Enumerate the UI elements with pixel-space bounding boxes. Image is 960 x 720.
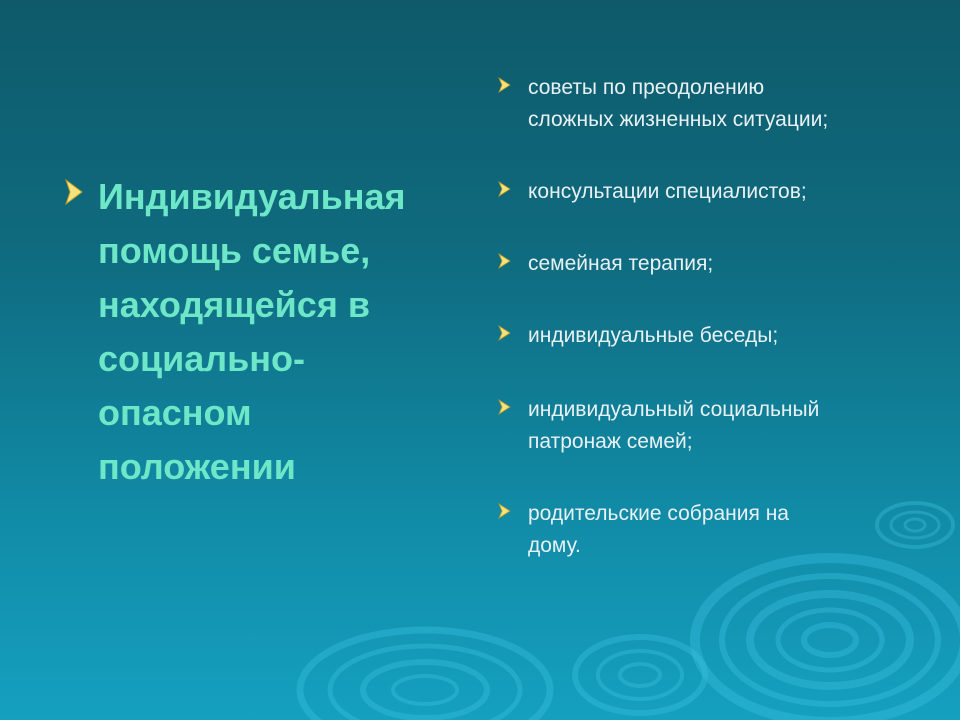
chevron-arrow-icon [498,77,512,93]
list-item [498,320,778,352]
list-item [498,176,807,208]
chevron-arrow-icon [498,181,512,197]
chevron-arrow-icon [498,503,512,519]
list-item-text: родительские собрания на дому. [528,502,789,557]
list-item [498,394,819,458]
list-item-text: консультации специалистов; [528,180,807,203]
chevron-arrow-icon [498,253,512,269]
main-topic [64,170,464,494]
list-item-text: семейная терапия; [528,252,714,275]
list-item-text: советы по преодолению сложных жизненных ситуации; [528,76,829,131]
list-item-text: индивидуальный социальный патронаж семей; [528,398,820,453]
chevron-arrow-icon [498,399,512,415]
topic-heading: Индивидуальная помощь семье, находящейся в социально- опасном положении [98,176,406,487]
list-item-text: индивидуальные беседы; [528,324,779,347]
list-item [498,72,828,136]
chevron-arrow-icon [498,325,512,341]
list-item [498,248,713,280]
chevron-arrow-icon [64,178,86,206]
list-item [498,498,789,562]
